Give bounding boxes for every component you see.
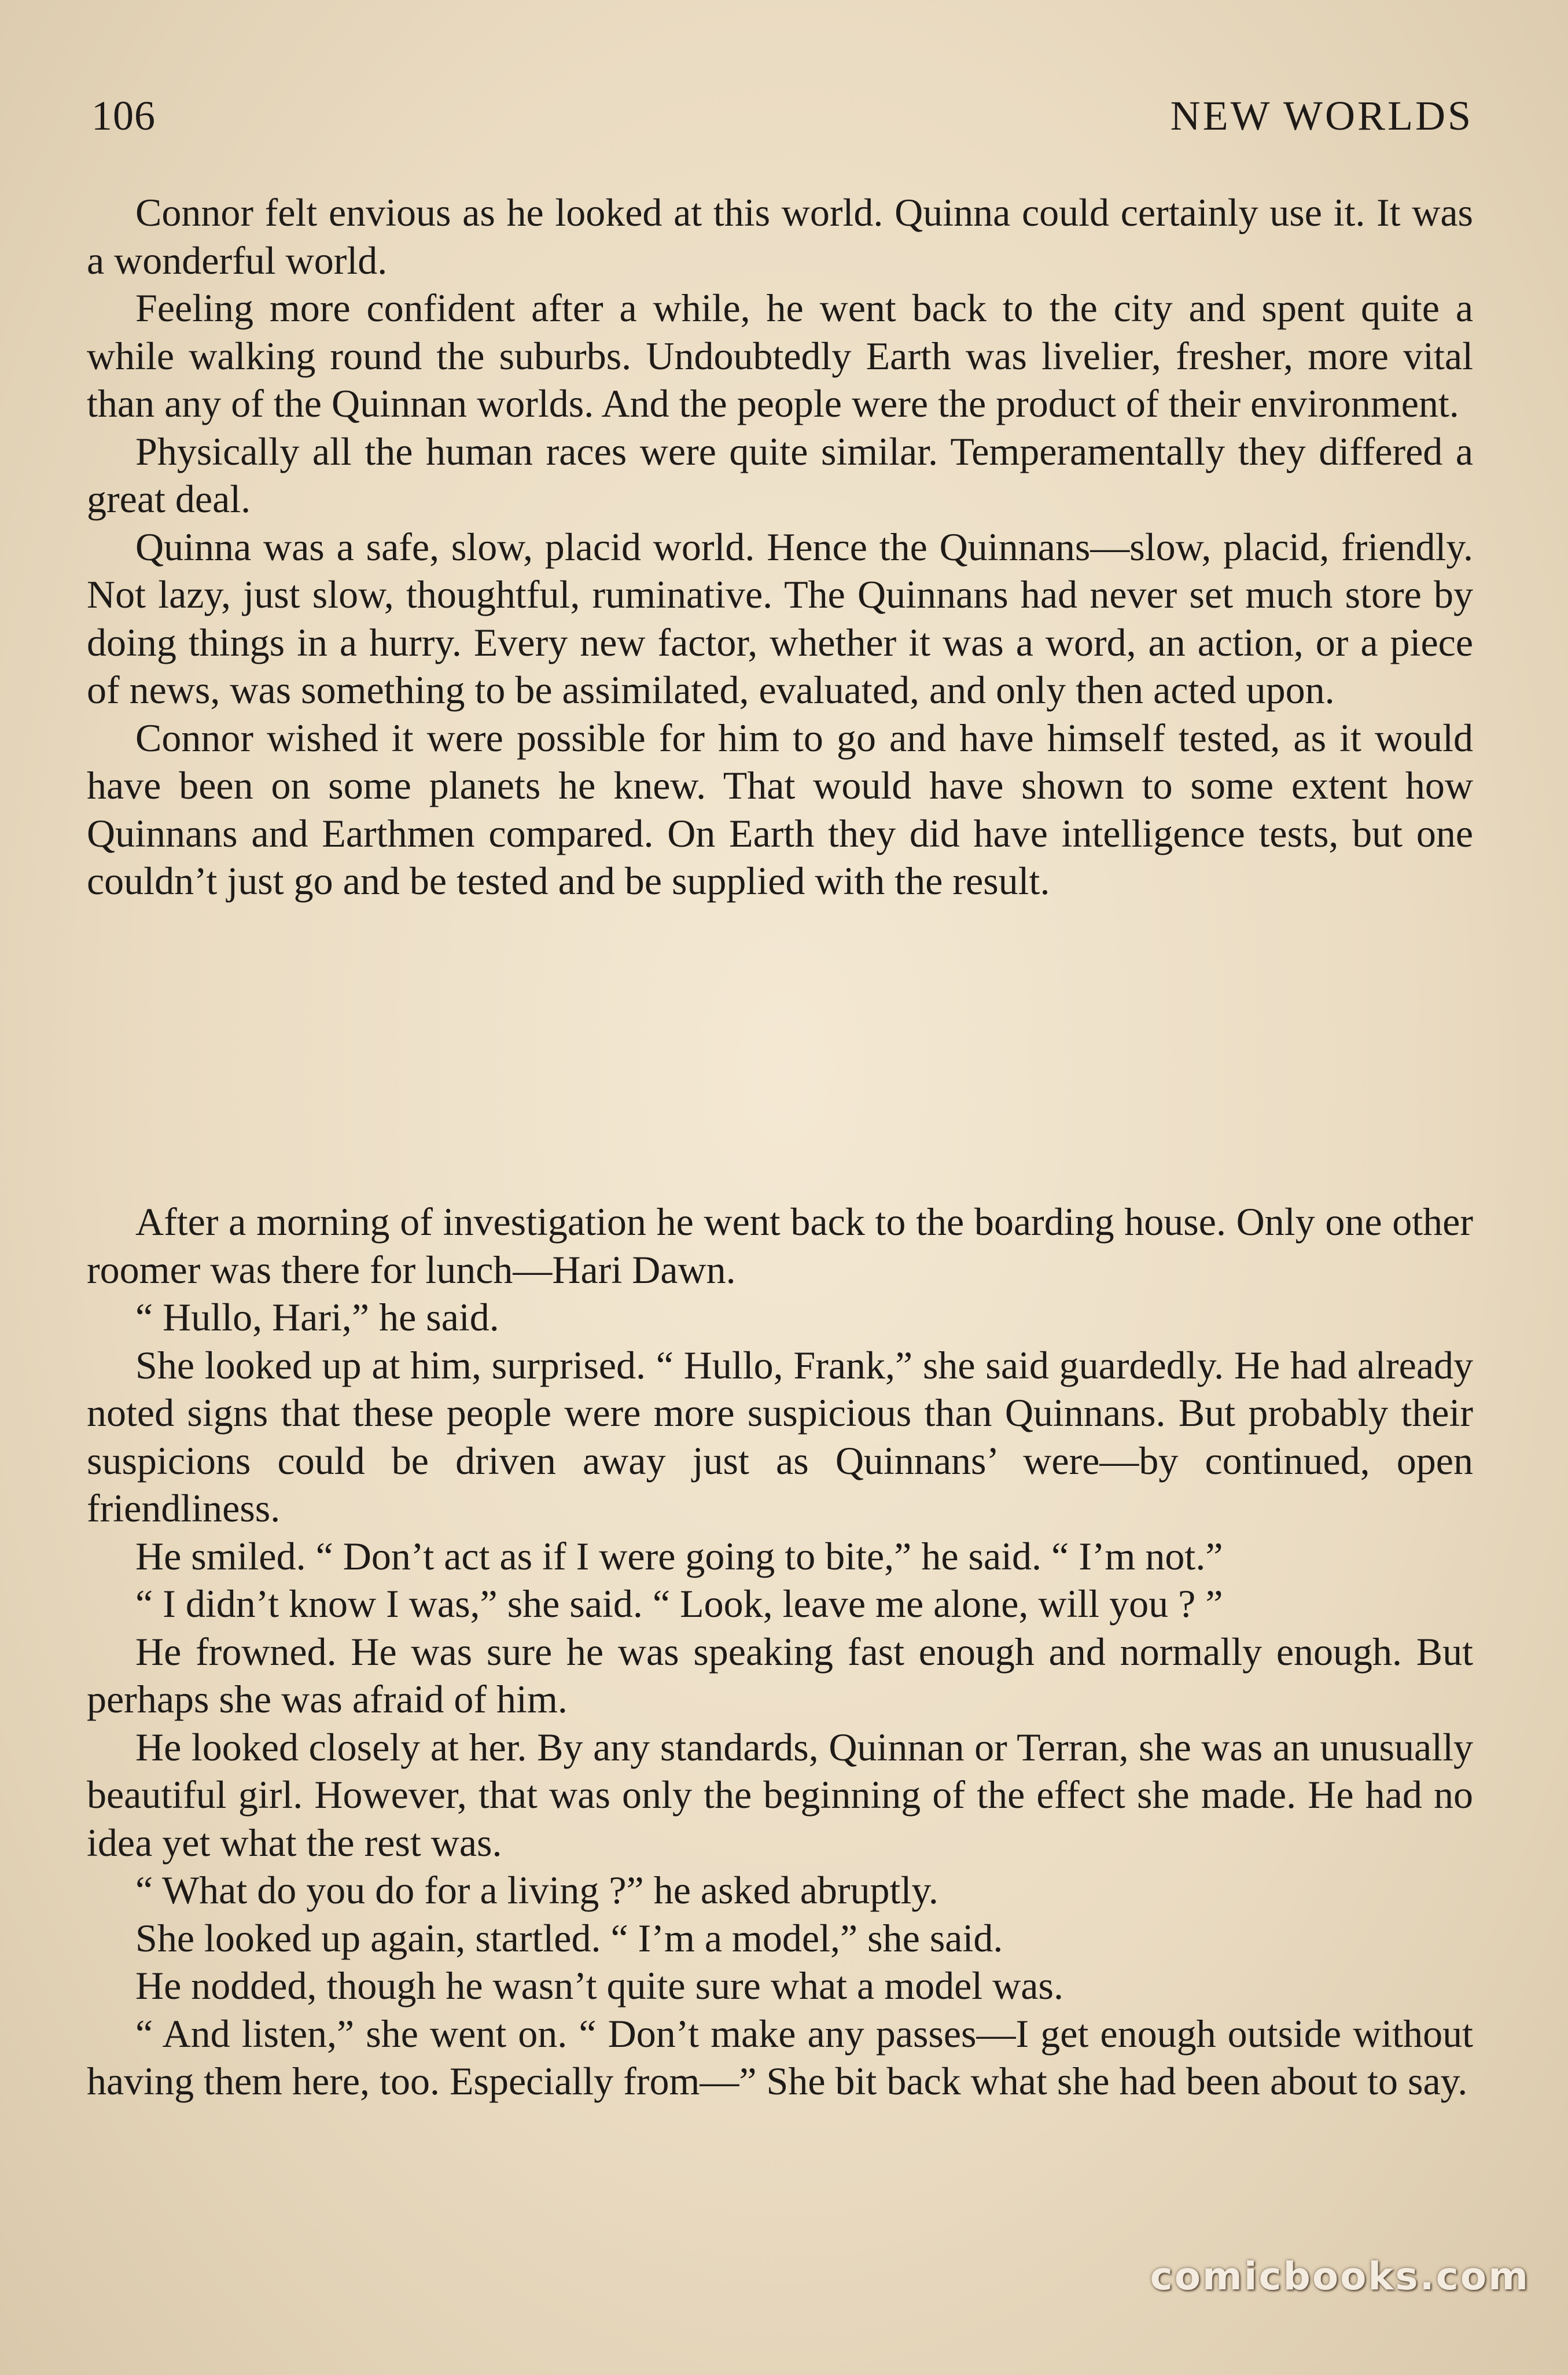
paragraph: Physically all the human races were quite similar. Temperamentally they differed a great deal. bbox=[87, 429, 1473, 521]
text-section-2 bbox=[87, 1198, 1473, 2105]
paragraph: “ And listen,” she went on. “ Don’t make any passes—I get enough outside without having them here, too. Especially from—” She bit back what she had been about to say. bbox=[87, 2011, 1473, 2103]
page-header bbox=[91, 87, 1473, 145]
paragraph: Feeling more confident after a while, he went back to the city and spent quite a while walking round the suburbs. Undoubtedly Earth was livelier, fresher, more vital than any of the Quinnan worlds. And the people were the product of their environment. bbox=[87, 286, 1473, 425]
paragraph: He frowned. He was sure he was speaking fast enough and normally enough. But perhaps she was afraid of him. bbox=[87, 1629, 1473, 1721]
paragraph: Quinna was a safe, slow, placid world. Hence the Quinnans—slow, placid, friendly. Not lazy, just slow, thoughtful, ruminative. The Quinnans had never set much store by doing things in a hurry. Every new factor, whether it was a word, an action, or a piece of news, was something to be assimilated, evaluated, and only then acted upon. bbox=[87, 524, 1473, 712]
paragraph: Connor felt envious as he looked at this world. Quinna could certainly use it. It was a wonderful world. bbox=[87, 190, 1473, 282]
paragraph: She looked up at him, surprised. “ Hullo, Frank,” she said guardedly. He had already noted signs that these people were more suspicious than Quinnans. But probably their suspicions could be driven away just as Quinnans’ were—by continued, open friendliness. bbox=[87, 1343, 1473, 1530]
watermark: comicbooks.com bbox=[1150, 2254, 1530, 2299]
paragraph: “ What do you do for a living ?” he asked abruptly. bbox=[135, 1868, 938, 1912]
paragraph: She looked up again, startled. “ I’m a model,” she said. bbox=[135, 1916, 1003, 1960]
paragraph: He looked closely at her. By any standards, Quinnan or Terran, she was an unusually beautiful girl. However, that was only the beginning of the effect she made. He had no idea yet what the rest was. bbox=[87, 1725, 1473, 1865]
page-number: 106 bbox=[91, 93, 156, 139]
paragraph: He nodded, though he wasn’t quite sure what a model was. bbox=[135, 1964, 1063, 2008]
paragraph: “ I didn’t know I was,” she said. “ Look, leave me alone, will you ? ” bbox=[135, 1582, 1223, 1626]
paragraph: He smiled. “ Don’t act as if I were going to bite,” he said. “ I’m not.” bbox=[135, 1534, 1223, 1578]
running-head: NEW WORLDS bbox=[1170, 93, 1473, 139]
paragraph: “ Hullo, Hari,” he said. bbox=[135, 1295, 499, 1339]
paragraph: Connor wished it were possible for him to go and have himself tested, as it would have been on some planets he knew. That would have shown to some extent how Quinnans and Earthmen compared. On Earth they did have intelligence tests, but one couldn’t just go and be tested and be supplied with the result. bbox=[87, 715, 1473, 903]
paragraph: After a morning of investigation he went back to the boarding house. Only one other roomer was there for lunch—Hari Dawn. bbox=[87, 1200, 1473, 1292]
text-section-1 bbox=[87, 189, 1473, 905]
